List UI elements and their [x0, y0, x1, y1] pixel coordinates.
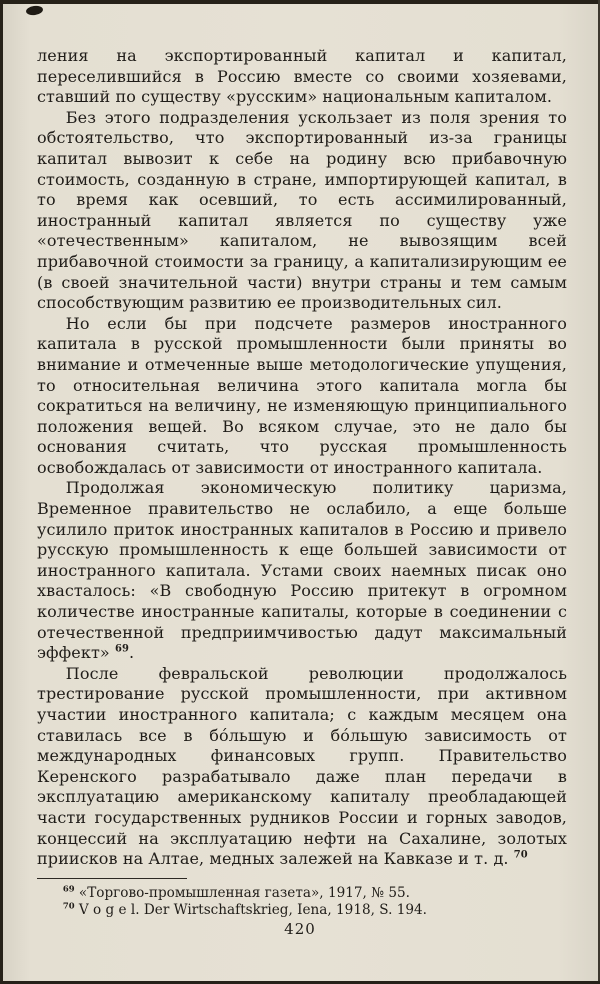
paragraph: Но если бы при подсчете размеров иностранного капитала в русской промышленности были приняты во внимание и отмеченные выше методологические упущения, то относительная величина этого капитала могла бы сократиться на величину, не изменяющую принципиального положения вещей. Во всяком случае, это не дало бы основания считать, что русская промышленность освобождалась от зависимости от иностранного капитала. — [37, 313, 567, 477]
footnote-marker: 69 — [115, 643, 130, 655]
scan-edge-left — [0, 0, 3, 984]
footnote: $^{70}$ V o g e l. Der Wirtschaftskrieg, Iena, 1918, S. 194. — [62, 900, 427, 919]
page-content — [37, 46, 567, 920]
footnotes — [37, 885, 567, 920]
footnote-marker: 69 — [62, 883, 75, 894]
text-block — [37, 46, 567, 870]
footnote-marker: 70 — [513, 849, 528, 861]
page-number: 420 — [284, 920, 316, 938]
paragraph: ления на экспортированный капитал и капитал, переселившийся в Россию вместе со своими хозяевами, ставший по существу «русским» национальным капиталом. — [37, 46, 567, 107]
scan-edge-top — [0, 0, 600, 4]
paragraph: Без этого подразделения ускользает из поля зрения то обстоятельство, что экспортированный из-за границы капитал вывозит к себе на родину всю прибавочную стоимость, созданную в стране, импортирующей капитал, в то время как осевший, то есть ассимилированный, иностранный капитал является по существу уже «отечественным» капиталом, не вывозящим всей прибавочной стоимости за границу, а капитализирующим ее (в своей значительной части) внутри страны и тем самым способствующим развитию ее производительных сил. — [37, 107, 567, 313]
paragraph: После февральской революции продолжалось трестирование русской промышленности, при активном участии иностранного капитала; с каждым месяцем она ставилась все в бо́льшую и бо́льшую зависимость от международных финансовых групп. Правительство Керенского разрабатывало даже план передачи в эксплуатацию американскому капиталу преобладающей части государственных рудников России и горных заводов, концессий на эксплуатацию нефти на Сахалине, золотых приисков на Алтае, медных залежей на Кавказе и т. д. $^{70}$ — [37, 663, 567, 869]
footnote-separator — [37, 878, 187, 879]
footnote-marker: 70 — [62, 900, 75, 911]
paragraph: Продолжая экономическую политику царизма, Временное правительство не ослабило, а еще больше усилило приток иностранных капиталов в Россию и привело русскую промышленность к еще большей зависимости от иностранного капитала. Устами своих наемных писак оно хвасталось: «В свободную Россию притекут в огромном количестве иностранные капиталы, которые в соединении с отечественной предприимчивостью дадут максимальный эффект» $^{69}$. — [37, 478, 567, 663]
ink-blot — [25, 5, 43, 16]
footnote: $^{69}$ «Торгово-промышленная газета», 1917, № 55. — [62, 883, 410, 901]
